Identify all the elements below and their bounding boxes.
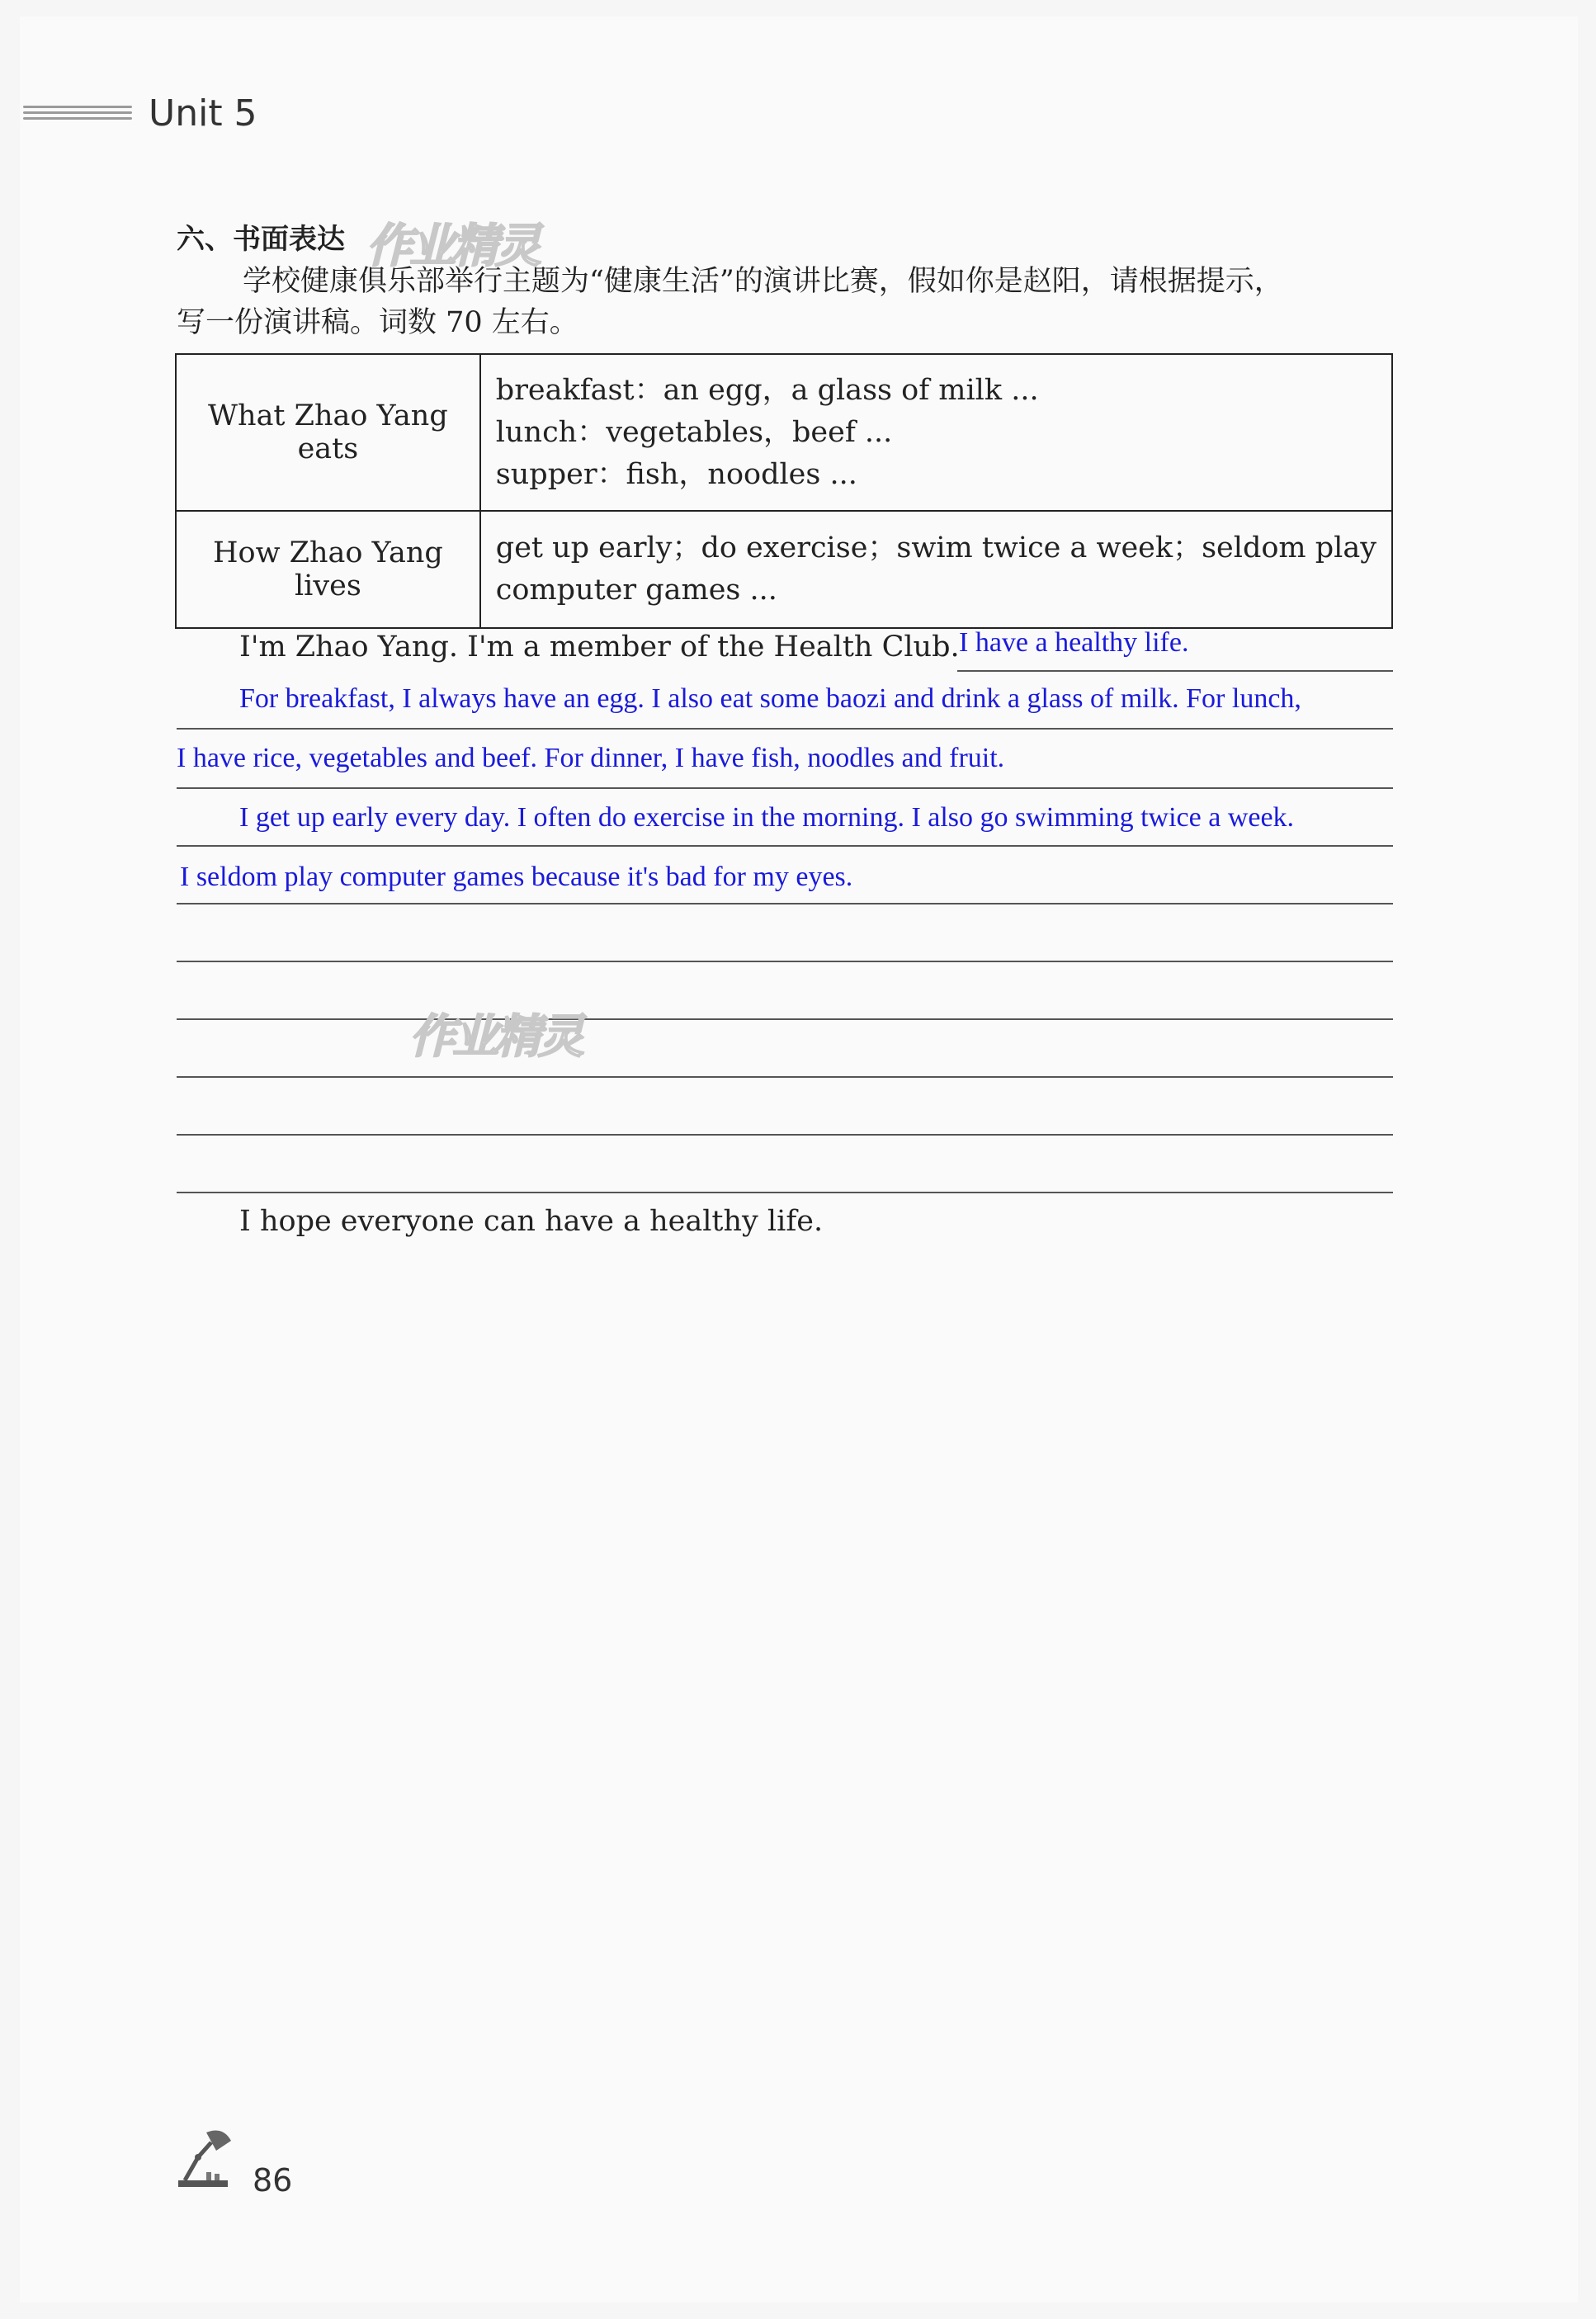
value-line: supper：fish，noodles ... [495,457,857,491]
prompt-table [175,353,1393,629]
row-value [480,511,1392,628]
page-number: 86 [253,2162,293,2199]
answer-line: I have rice, vegetables and beef. For dinner, I have fish, noodles and fruit. [177,743,1005,773]
header-decoration [23,106,132,129]
essay-opening: I'm Zhao Yang. I'm a member of the Health Club. [239,631,960,664]
writing-line [177,1192,1393,1193]
section-instruction [177,261,1398,343]
watermark: 作业精灵 [409,1010,581,1064]
value-line: breakfast：an egg，a glass of milk ... [495,373,1039,407]
watermark: 作业精灵 [366,220,538,273]
value-line: lunch：vegetables，beef ... [495,415,893,449]
writing-line [177,728,1393,730]
writing-line [177,845,1393,847]
row-value [480,354,1392,511]
instruction-line-2: 写一份演讲稿。词数 70 左右。 [177,306,578,339]
writing-line [957,670,1393,672]
instruction-line-1: 学校健康俱乐部举行主题为“健康生活”的演讲比赛，假如你是赵阳，请根据提示， [243,265,1283,298]
writing-line [177,1018,1393,1020]
essay-closing: I hope everyone can have a healthy life. [239,1205,824,1238]
answer-line: I have a healthy life. [959,627,1189,658]
writing-line [177,1076,1393,1078]
writing-line [177,961,1393,962]
value-line: get up early；do exercise；swim twice a week；seldom play [495,531,1376,564]
table-row [176,354,1392,511]
row-label: What Zhao Yang eats [176,354,480,511]
answer-line: I seldom play computer games because it's bad for my eyes. [180,862,853,892]
table-row [176,511,1392,628]
desk-lamp-icon [173,2124,239,2190]
writing-line [177,903,1393,904]
answer-line: I get up early every day. I often do exercise in the morning. I also go swimming twice a week. [239,802,1295,833]
unit-title: Unit 5 [149,92,257,135]
row-label: How Zhao Yang lives [176,511,480,628]
value-line: computer games ... [495,574,777,607]
answer-line: For breakfast, I always have an egg. I also eat some baozi and drink a glass of milk. For lunch, [239,683,1301,714]
writing-line [177,787,1393,789]
writing-line [177,1134,1393,1136]
section-title: 六、书面表达 [177,223,345,256]
